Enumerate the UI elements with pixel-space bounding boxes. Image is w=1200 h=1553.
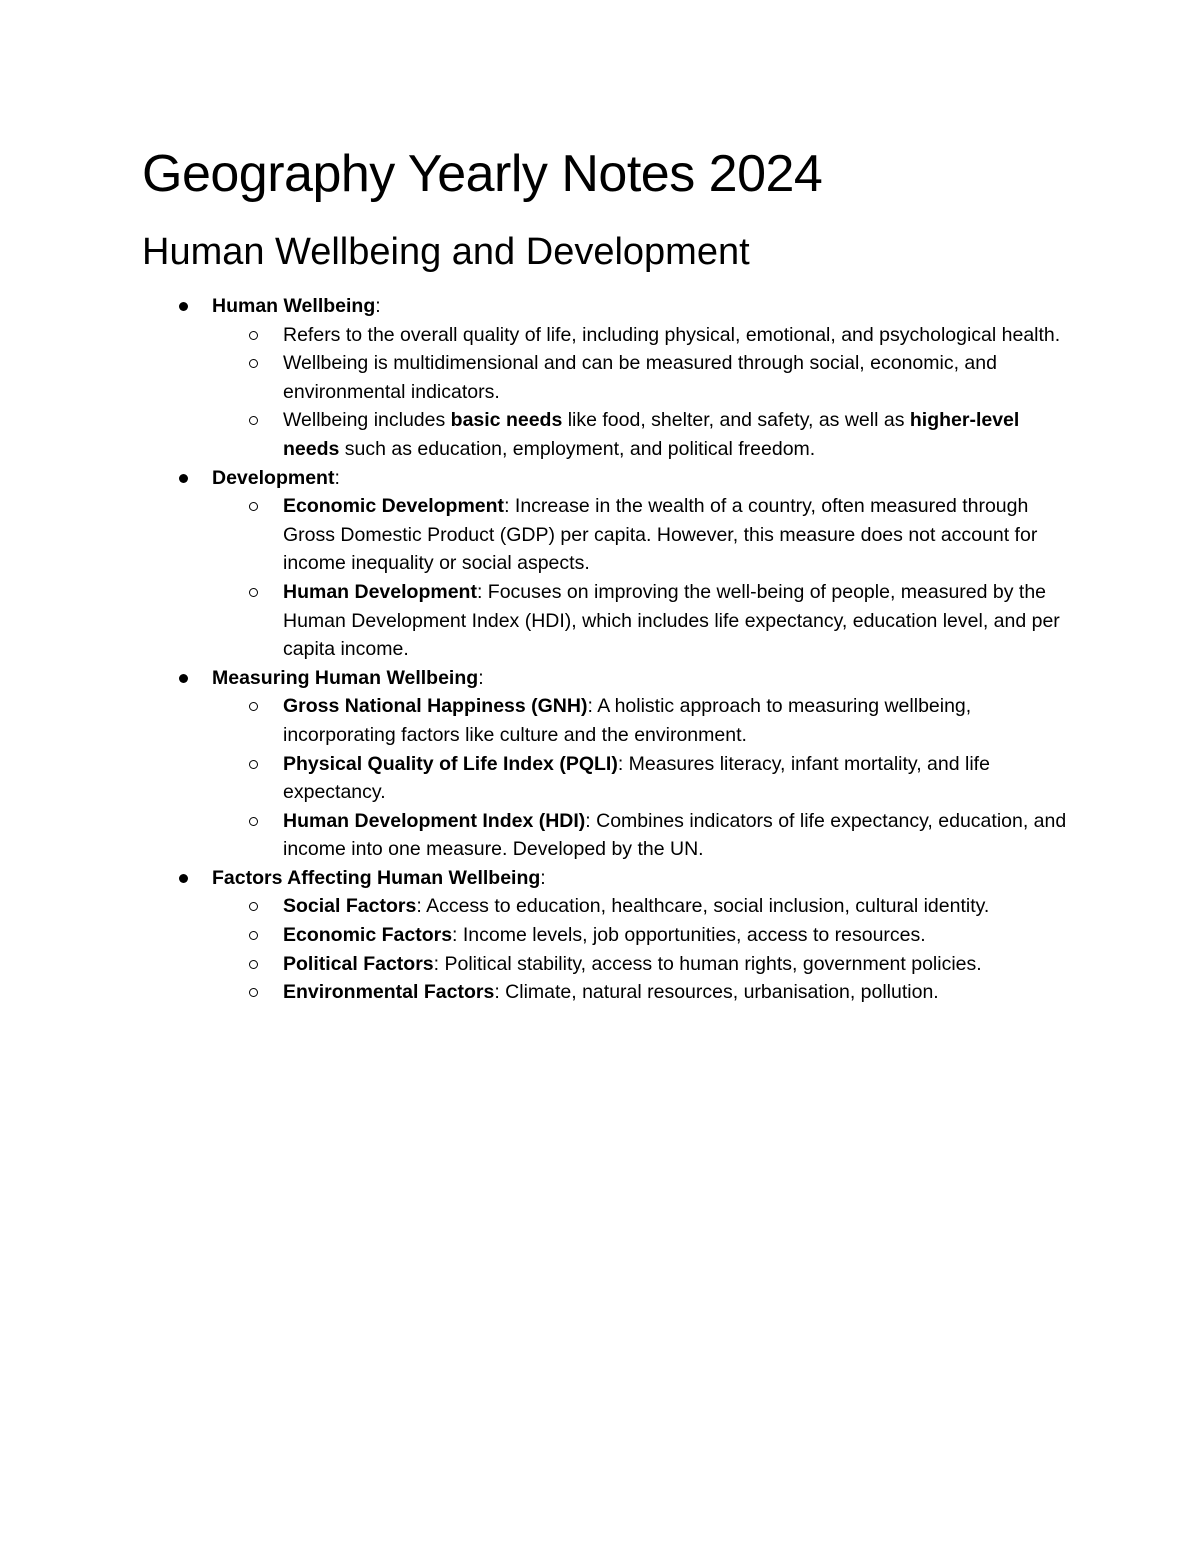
outline-item	[212, 978, 1072, 1007]
bullet-disc-icon	[179, 674, 188, 683]
bullet-circle-icon	[249, 502, 258, 511]
item-term: Gross National Happiness (GNH)	[283, 695, 588, 718]
outline-section	[142, 864, 1072, 1007]
item-term: Economic Factors	[283, 924, 453, 947]
item-term: Social Factors	[283, 895, 417, 918]
item-text: : Increase in the wealth of a country, often measured through Gross Domestic Product (GDP) per capita. However, this measure does not account for income inequality or social aspects.	[283, 495, 1038, 575]
outline-item	[212, 892, 1072, 921]
outline-item	[212, 692, 1072, 749]
item-text: : Measures literacy, infant mortality, and life expectancy.	[283, 752, 990, 804]
item-term: Human Development Index (HDI)	[283, 809, 586, 832]
section-heading: Human Wellbeing and Development	[142, 231, 750, 273]
outline-item	[212, 578, 1072, 664]
bullet-circle-icon	[249, 817, 258, 826]
section-label-row: Human Wellbeing:	[212, 295, 381, 317]
outline-section	[142, 464, 1072, 664]
item-term: basic needs	[450, 409, 563, 432]
item-term: Environmental Factors	[283, 981, 495, 1004]
section-label-row: Measuring Human Wellbeing:	[212, 666, 484, 689]
item-text: : Access to education, healthcare, social inclusion, cultural identity.	[416, 895, 990, 918]
notes-outline	[142, 292, 1072, 1007]
section-label-row: Development:	[212, 466, 340, 489]
outline-item	[212, 807, 1072, 864]
item-text: : A holistic approach to measuring wellbeing, incorporating factors like culture and the environment.	[283, 695, 972, 746]
bullet-disc-icon	[179, 302, 188, 311]
outline-item	[212, 321, 1072, 350]
item-term: higher-level needs	[283, 409, 1020, 460]
item-term: Human Development	[283, 580, 477, 603]
outline-section	[142, 292, 1072, 464]
bullet-circle-icon	[249, 960, 258, 969]
item-text: : Focuses on improving the well-being of people, measured by the Human Development Index (HDI), which includes life expectancy, education level, and per capita income.	[283, 580, 1060, 661]
outline-item	[212, 921, 1072, 950]
section-label: Factors Affecting Human Wellbeing	[212, 866, 541, 889]
outline-item	[212, 349, 1072, 406]
bullet-circle-icon	[249, 702, 258, 711]
bullet-disc-icon	[179, 874, 188, 883]
item-text: : Combines indicators of life expectancy, education, and income into one measure. Developed by the UN.	[283, 809, 1067, 861]
item-text: such as education, employment, and political freedom.	[339, 437, 816, 460]
outline-section	[142, 664, 1072, 864]
item-text: : Climate, natural resources, urbanisation, pollution.	[494, 981, 939, 1004]
bullet-circle-icon	[249, 331, 258, 340]
item-text: : Income levels, job opportunities, access to resources.	[452, 924, 926, 947]
item-term: Political Factors	[283, 952, 434, 975]
section-label: Human Wellbeing	[212, 295, 376, 317]
bullet-circle-icon	[249, 359, 258, 368]
item-text: like food, shelter, and safety, as well as	[562, 409, 910, 432]
item-text: Refers to the overall quality of life, including physical, emotional, and psychological health.	[283, 323, 1061, 346]
section-label: Measuring Human Wellbeing	[212, 666, 479, 689]
item-term: Physical Quality of Life Index (PQLI)	[283, 752, 618, 775]
bullet-circle-icon	[249, 988, 258, 997]
bullet-circle-icon	[249, 588, 258, 597]
item-text: Wellbeing includes	[283, 409, 451, 432]
outline-item	[212, 950, 1072, 979]
document-title: Geography Yearly Notes 2024	[142, 145, 823, 203]
document-page	[142, 138, 1072, 1007]
outline-item	[212, 750, 1072, 807]
bullet-circle-icon	[249, 416, 258, 425]
outline-item	[212, 492, 1072, 578]
section-label-row: Factors Affecting Human Wellbeing:	[212, 866, 546, 889]
item-term: Economic Development	[283, 495, 505, 518]
section-label: Development	[212, 466, 335, 489]
bullet-circle-icon	[249, 760, 258, 769]
item-text: Wellbeing is multidimensional and can be measured through social, economic, and environmental indicators.	[283, 352, 997, 403]
bullet-circle-icon	[249, 931, 258, 940]
bullet-circle-icon	[249, 902, 258, 911]
item-text: : Political stability, access to human rights, government policies.	[433, 952, 982, 975]
bullet-disc-icon	[179, 474, 188, 483]
outline-item	[212, 406, 1072, 463]
